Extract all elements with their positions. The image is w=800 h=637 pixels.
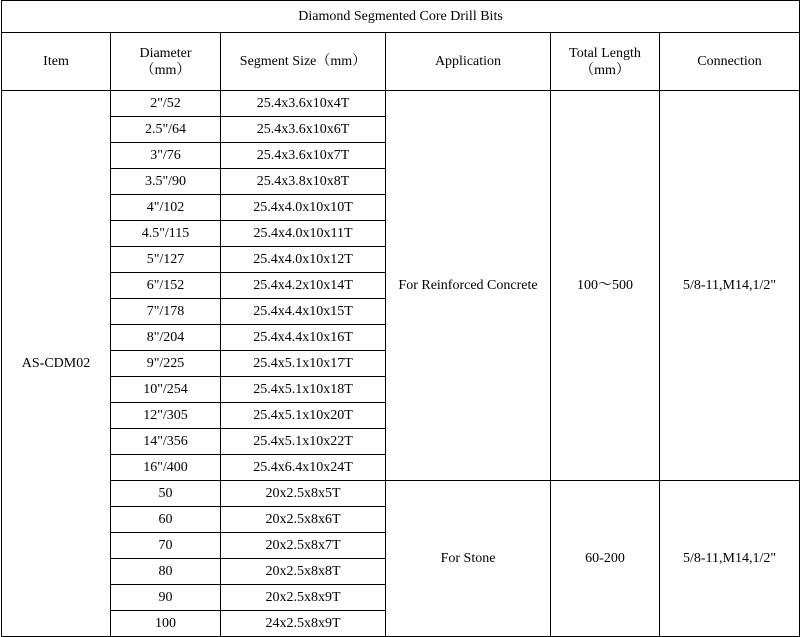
total-length-cell: 60-200: [551, 481, 660, 637]
header-diameter: [111, 33, 221, 91]
table-row: [2, 91, 800, 117]
segment-size-cell: 25.4x3.6x10x7T: [221, 143, 386, 169]
diameter-cell: 3.5"/90: [111, 169, 221, 195]
connection-cell: 5/8-11,M14,1/2": [660, 481, 800, 637]
segment-size-cell: 25.4x3.6x10x4T: [221, 91, 386, 117]
diameter-cell: 7"/178: [111, 299, 221, 325]
diameter-cell: 10"/254: [111, 377, 221, 403]
header-diameter-line1: Diameter: [139, 45, 192, 61]
header-row: [2, 33, 800, 91]
diameter-cell: 5"/127: [111, 247, 221, 273]
diameter-cell: 2"/52: [111, 91, 221, 117]
total-length-cell: 100～500: [551, 91, 660, 481]
item-cell: AS-CDM02: [2, 91, 111, 637]
segment-size-cell: 25.4x3.8x10x8T: [221, 169, 386, 195]
segment-size-cell: 25.4x5.1x10x20T: [221, 403, 386, 429]
header-total-length-line2: （mm）: [580, 62, 630, 78]
diameter-cell: 4.5"/115: [111, 221, 221, 247]
segment-size-cell: 25.4x5.1x10x22T: [221, 429, 386, 455]
diameter-cell: 12"/305: [111, 403, 221, 429]
diameter-cell: 3"/76: [111, 143, 221, 169]
table-row: [2, 481, 800, 507]
header-item: Item: [2, 33, 111, 91]
diameter-cell: 60: [111, 507, 221, 533]
spec-table: [1, 0, 800, 637]
segment-size-cell: 25.4x4.0x10x10T: [221, 195, 386, 221]
connection-cell: 5/8-11,M14,1/2": [660, 91, 800, 481]
table-title: Diamond Segmented Core Drill Bits: [2, 1, 800, 33]
header-segment-size: Segment Size（mm）: [221, 33, 386, 91]
diameter-cell: 16"/400: [111, 455, 221, 481]
diameter-cell: 50: [111, 481, 221, 507]
diameter-cell: 8"/204: [111, 325, 221, 351]
segment-size-cell: 25.4x4.2x10x14T: [221, 273, 386, 299]
diameter-cell: 9"/225: [111, 351, 221, 377]
header-total-length-line1: Total Length: [569, 45, 641, 61]
segment-size-cell: 20x2.5x8x7T: [221, 533, 386, 559]
segment-size-cell: 25.4x6.4x10x24T: [221, 455, 386, 481]
header-application: Application: [386, 33, 551, 91]
application-cell: For Reinforced Concrete: [386, 91, 551, 481]
diameter-cell: 80: [111, 559, 221, 585]
header-diameter-line2: （mm）: [140, 62, 191, 78]
segment-size-cell: 25.4x4.4x10x15T: [221, 299, 386, 325]
segment-size-cell: 20x2.5x8x8T: [221, 559, 386, 585]
diameter-cell: 2.5"/64: [111, 117, 221, 143]
segment-size-cell: 25.4x4.0x10x12T: [221, 247, 386, 273]
diameter-cell: 4"/102: [111, 195, 221, 221]
segment-size-cell: 20x2.5x8x6T: [221, 507, 386, 533]
header-total-length: [551, 33, 660, 91]
header-connection: Connection: [660, 33, 800, 91]
diameter-cell: 100: [111, 611, 221, 637]
segment-size-cell: 24x2.5x8x9T: [221, 611, 386, 637]
title-row: [2, 1, 800, 33]
application-cell: For Stone: [386, 481, 551, 637]
segment-size-cell: 25.4x4.4x10x16T: [221, 325, 386, 351]
segment-size-cell: 25.4x4.0x10x11T: [221, 221, 386, 247]
diameter-cell: 90: [111, 585, 221, 611]
segment-size-cell: 20x2.5x8x9T: [221, 585, 386, 611]
segment-size-cell: 25.4x3.6x10x6T: [221, 117, 386, 143]
segment-size-cell: 20x2.5x8x5T: [221, 481, 386, 507]
diameter-cell: 6"/152: [111, 273, 221, 299]
segment-size-cell: 25.4x5.1x10x18T: [221, 377, 386, 403]
diameter-cell: 14"/356: [111, 429, 221, 455]
segment-size-cell: 25.4x5.1x10x17T: [221, 351, 386, 377]
diameter-cell: 70: [111, 533, 221, 559]
